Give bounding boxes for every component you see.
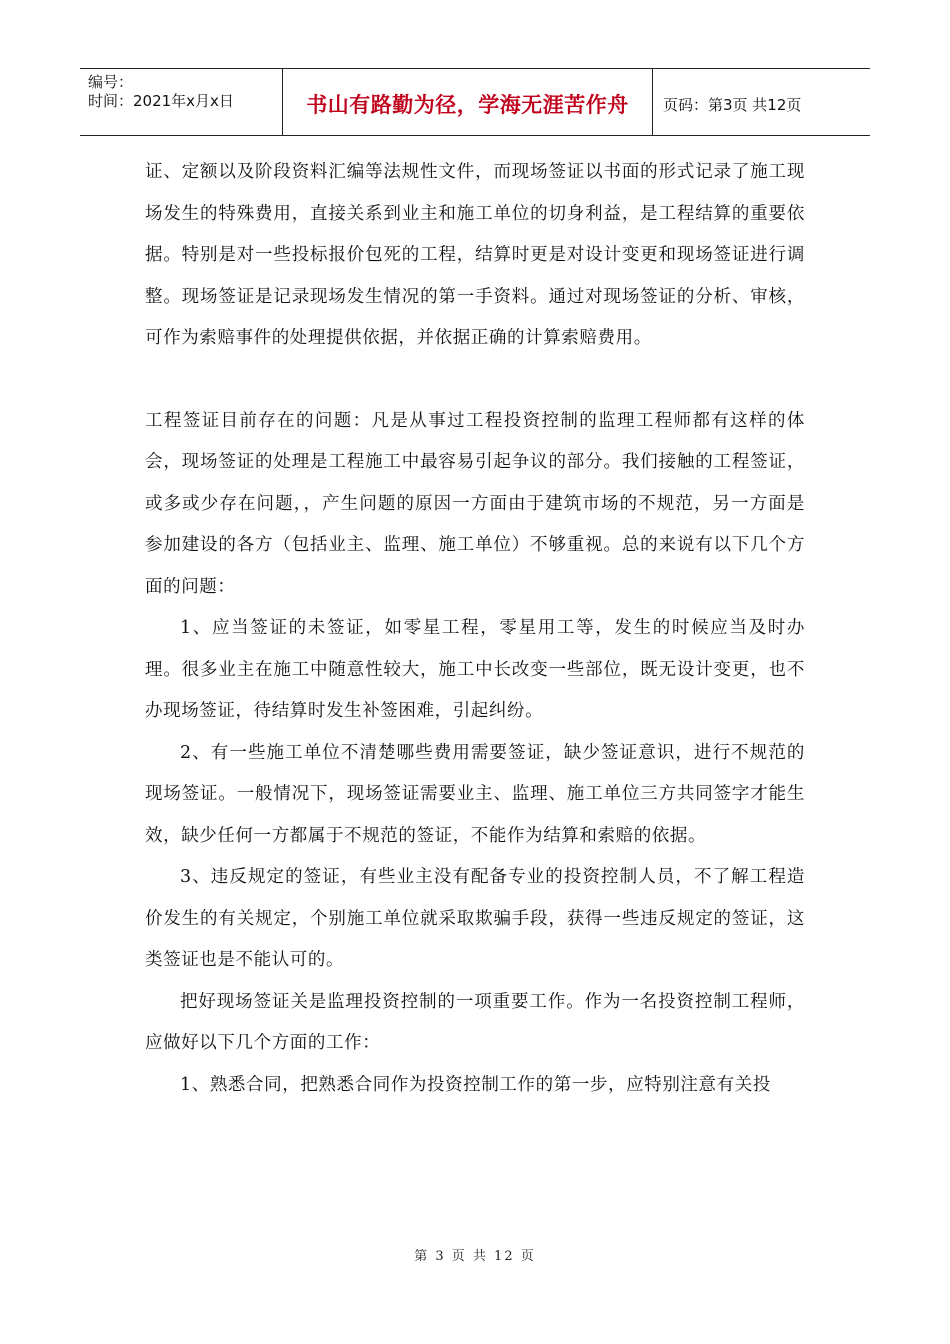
header-meta-cell: [80, 69, 283, 135]
body-paragraph: 1、熟悉合同，把熟悉合同作为投资控制工作的第一步，应特别注意有关投: [180, 1074, 771, 1095]
paragraph-spacer: [145, 360, 805, 401]
document-body: [145, 152, 805, 1106]
header-page-info: 页码：第3页 共12页: [663, 95, 802, 114]
body-paragraph: 3、违反规定的签证，有些业主没有配备专业的投资控制人员，不了解工程造价发生的有关规定，个别施工单位就采取欺骗手段，获得一些违反规定的签证，这类签证也是不能认可的。: [145, 867, 805, 970]
page-footer: 第 3 页 共 12 页: [414, 1249, 536, 1264]
header-page-cell: [653, 69, 870, 135]
body-paragraph: 证、定额以及阶段资料汇编等法规性文件，而现场签证以书面的形式记录了施工现场发生的特殊费用，直接关系到业主和施工单位的切身利益，是工程结算的重要依据。特别是对一些投标报价包死的工程，结算时更是对设计变更和现场签证进行调整。现场签证是记录现场发生情况的第一手资料。通过对现场签证的分析、审核，可作为索赔事件的处理提供依据，并依据正确的计算索赔费用。: [145, 162, 805, 348]
document-date: 时间：2021年x月x日: [88, 92, 234, 110]
body-paragraph: 把好现场签证关是监理投资控制的一项重要工作。作为一名投资控制工程师，应做好以下几个方面的工作：: [145, 991, 805, 1053]
body-paragraph: 工程签证目前存在的问题：凡是从事过工程投资控制的监理工程师都有这样的体会，现场签证的处理是工程施工中最容易引起争议的部分。我们接触的工程签证，或多或少存在问题，，产生问题的原因一方面由于建筑市场的不规范，另一方面是参加建设的各方（包括业主、监理、施工单位）不够重视。总的来说有以下几个方面的问题：: [145, 410, 805, 597]
document-number-label: 编号：: [88, 73, 134, 91]
page-header: [80, 68, 870, 136]
body-paragraph: 1、应当签证的未签证，如零星工程，零星用工等，发生的时候应当及时办理。很多业主在施工中随意性较大，施工中长改变一些部位，既无设计变更，也不办现场签证，待结算时发生补签困难，引起纠纷。: [145, 618, 805, 721]
body-paragraph: 2、有一些施工单位不清楚哪些费用需要签证，缺少签证意识，进行不规范的现场签证。一般情况下，现场签证需要业主、监理、施工单位三方共同签字才能生效，缺少任何一方都属于不规范的签证，不能作为结算和索赔的依据。: [145, 742, 805, 846]
header-motto: 书山有路勤为径，学海无涯苦作舟: [306, 93, 629, 117]
header-motto-cell: [283, 69, 653, 135]
